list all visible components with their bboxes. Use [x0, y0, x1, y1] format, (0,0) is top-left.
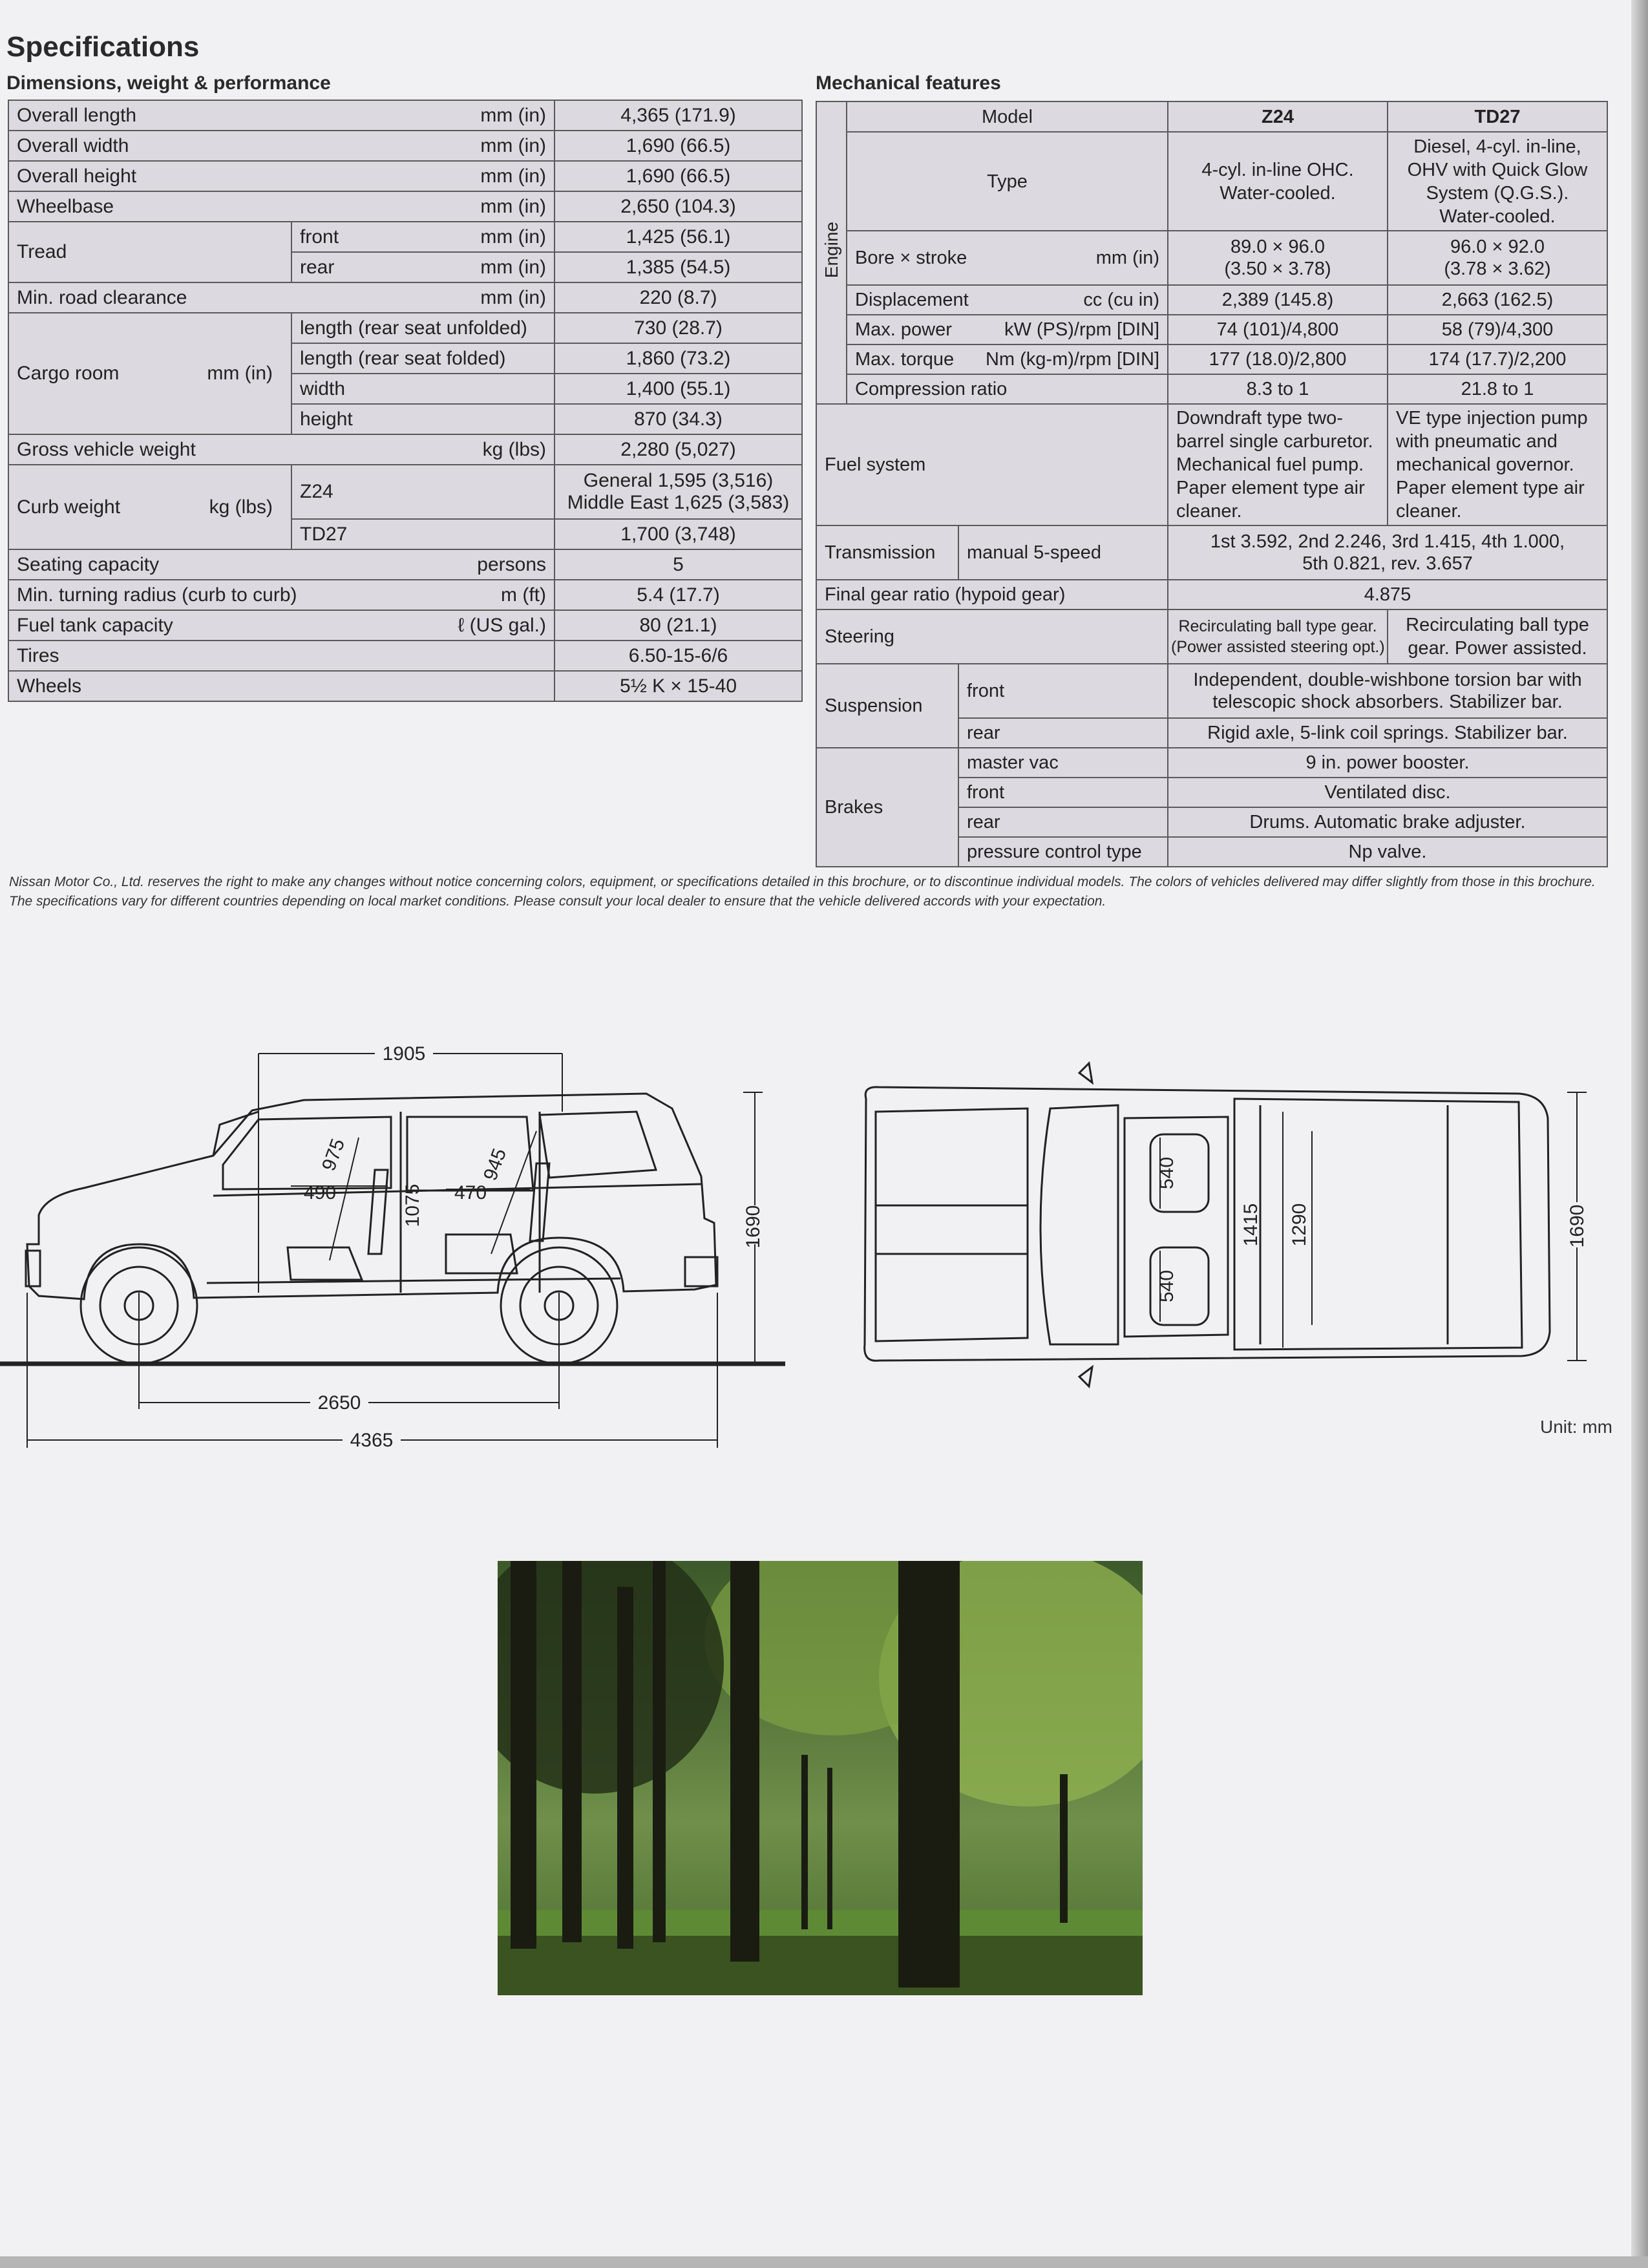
tires-label: Tires [8, 641, 555, 671]
table-row [8, 671, 802, 701]
table-row [8, 100, 802, 131]
cargo-width-value: 1,400 (55.1) [555, 374, 802, 404]
tread-label: Tread [8, 222, 291, 282]
turning-radius-label: Min. turning radius (curb to curb) [17, 584, 297, 606]
table-row [816, 285, 1607, 315]
suspension-front-value-2: telescopic shock absorbers. Stabilizer bar. [1212, 692, 1563, 712]
seating-value: 5 [555, 549, 802, 580]
tread-front-value: 1,425 (56.1) [555, 222, 802, 252]
cargo-length-unfolded-value: 730 (28.7) [555, 313, 802, 343]
dim-1290: 1290 [1289, 1203, 1310, 1247]
wheelbase-value: 2,650 (104.3) [555, 191, 802, 222]
brakes-front-label: front [958, 778, 1168, 807]
cargo-room-unit: mm (in) [207, 363, 273, 384]
compression-z24: 8.3 to 1 [1168, 374, 1388, 404]
mechanical-table [816, 101, 1608, 867]
fuel-tank-value: 80 (21.1) [555, 610, 802, 641]
table-row [816, 609, 1607, 664]
suspension-front-value-1: Independent, double-wishbone torsion bar with [1193, 670, 1582, 690]
displacement-td27: 2,663 (162.5) [1388, 285, 1607, 315]
type-label: Type [847, 132, 1168, 231]
tires-value: 6.50-15-6/6 [555, 641, 802, 671]
cargo-length-folded-value: 1,860 (73.2) [555, 343, 802, 374]
table-row [8, 434, 802, 465]
displacement-unit: cc (cu in) [1083, 290, 1159, 310]
curb-weight-td27-label: TD27 [291, 519, 555, 549]
transmission-ratios-2: 5th 0.821, rev. 3.657 [1302, 553, 1473, 574]
table-row [816, 101, 1607, 132]
table-row [8, 465, 802, 519]
cargo-length-unfolded-label: length (rear seat unfolded) [291, 313, 555, 343]
brakes-rear-label: rear [958, 807, 1168, 837]
cargo-height-label: height [291, 404, 555, 434]
dim-490: 490 [303, 1182, 337, 1203]
max-power-unit: kW (PS)/rpm [DIN] [1004, 319, 1159, 340]
fuel-system-label: Fuel system [816, 404, 1168, 525]
bore-z24-in: (3.50 × 3.78) [1224, 259, 1331, 279]
table-row [816, 315, 1607, 344]
overall-length-unit: mm (in) [480, 104, 547, 126]
model-label: Model [847, 101, 1168, 132]
steering-td27: Recirculating ball type gear. Power assisted. [1388, 609, 1607, 664]
table-row [816, 374, 1607, 404]
bore-label: Bore × stroke [855, 248, 967, 268]
bore-unit: mm (in) [1095, 248, 1159, 268]
transmission-ratios-1: 1st 3.592, 2nd 2.246, 3rd 1.415, 4th 1.000, [1210, 531, 1565, 552]
max-power-td27: 58 (79)/4,300 [1388, 315, 1607, 344]
page-edge-shadow [1631, 0, 1648, 2268]
curb-weight-z24-label: Z24 [291, 465, 555, 519]
brakes-label: Brakes [816, 748, 958, 867]
steering-label: Steering [816, 609, 1168, 664]
mechanical-heading: Mechanical features [816, 72, 1001, 94]
brakes-master-value: 9 in. power booster. [1168, 748, 1607, 778]
brakes-rear-value: Drums. Automatic brake adjuster. [1168, 807, 1607, 837]
overall-length-label: Overall length [17, 104, 137, 126]
dim-540-front: 540 [1156, 1156, 1178, 1190]
final-gear-value: 4.875 [1168, 580, 1607, 609]
tread-rear-unit: mm (in) [480, 256, 547, 278]
overall-width-label: Overall width [17, 134, 129, 156]
wheels-label: Wheels [8, 671, 555, 701]
max-torque-label: Max. torque [855, 349, 955, 370]
table-row [8, 161, 802, 191]
dim-1905: 1905 [382, 1043, 426, 1065]
dim-wheelbase: 2650 [317, 1392, 361, 1414]
side-view-drawing [0, 1021, 808, 1461]
min-road-clearance-value: 220 (8.7) [555, 282, 802, 313]
max-torque-td27: 174 (17.7)/2,200 [1388, 344, 1607, 374]
table-row [8, 549, 802, 580]
max-power-z24: 74 (101)/4,800 [1168, 315, 1388, 344]
dim-height-1690: 1690 [743, 1205, 764, 1249]
forest-photo-image [498, 1561, 1143, 1995]
overall-length-value: 4,365 (171.9) [555, 100, 802, 131]
brakes-front-value: Ventilated disc. [1168, 778, 1607, 807]
table-row [816, 748, 1607, 778]
final-gear-label: Final gear ratio (hypoid gear) [816, 580, 1168, 609]
suspension-rear-label: rear [958, 718, 1168, 748]
table-row [8, 222, 802, 252]
cargo-room-label: Cargo room [17, 363, 120, 384]
overall-width-unit: mm (in) [480, 134, 547, 156]
steering-z24-2: (Power assisted steering opt.) [1171, 638, 1385, 656]
curb-weight-label: Curb weight [17, 496, 121, 518]
curb-weight-unit: kg (lbs) [209, 496, 273, 518]
dim-1415: 1415 [1240, 1203, 1262, 1247]
max-torque-unit: Nm (kg-m)/rpm [DIN] [985, 349, 1159, 370]
tread-front-label: front [300, 226, 339, 248]
max-power-label: Max. power [855, 319, 952, 340]
dim-540-rear: 540 [1156, 1269, 1178, 1303]
overall-height-value: 1,690 (66.5) [555, 161, 802, 191]
table-row [8, 610, 802, 641]
table-row [8, 313, 802, 343]
table-row [8, 282, 802, 313]
overall-height-label: Overall height [17, 165, 137, 187]
type-td27: Diesel, 4-cyl. in-line, OHV with Quick Glow System (Q.G.S.). Water-cooled. [1388, 132, 1607, 231]
unit-note: Unit: mm [1540, 1417, 1612, 1437]
table-row [816, 525, 1607, 580]
gross-weight-label: Gross vehicle weight [17, 438, 196, 460]
seating-unit: persons [477, 553, 547, 575]
compression-label: Compression ratio [847, 374, 1168, 404]
cargo-length-folded-label: length (rear seat folded) [291, 343, 555, 374]
dim-945: 945 [480, 1145, 511, 1183]
fuel-system-z24: Downdraft type two-barrel single carburetor. Mechanical fuel pump. Paper element type air cleaner. [1168, 404, 1388, 525]
bore-td27-in: (3.78 × 3.62) [1444, 259, 1551, 279]
tread-rear-label: rear [300, 256, 335, 278]
suspension-front-label: front [958, 664, 1168, 718]
table-row [816, 231, 1607, 285]
compression-td27: 21.8 to 1 [1388, 374, 1607, 404]
table-row [816, 344, 1607, 374]
displacement-label: Displacement [855, 290, 969, 310]
page-bottom-edge [0, 2256, 1648, 2268]
fuel-system-td27: VE type injection pump with pneumatic and mechanical governor. Paper element type air cleaner. [1388, 404, 1607, 525]
displacement-z24: 2,389 (145.8) [1168, 285, 1388, 315]
wheelbase-label: Wheelbase [17, 195, 114, 217]
fuel-tank-label: Fuel tank capacity [17, 614, 173, 636]
dim-width-1690: 1690 [1567, 1204, 1588, 1248]
cargo-width-label: width [291, 374, 555, 404]
dimensions-heading: Dimensions, weight & performance [6, 72, 331, 94]
steering-z24-1: Recirculating ball type gear. [1178, 617, 1377, 635]
dim-975: 975 [318, 1136, 350, 1174]
bore-z24-mm: 89.0 × 96.0 [1231, 237, 1325, 257]
table-row [8, 580, 802, 610]
disclaimer: Nissan Motor Co., Ltd. reserves the right to make any changes without notice concerning colors, equipment, or specifications detailed in this brochure, or to discontinue individual models. The colors of vehicles delivered may differ slightly from those in this brochure. The specifications vary for different countries depending on local market conditions. Please consult your local dealer to ensure that the vehicle delivered accords with your expectation. [9, 874, 1596, 909]
curb-weight-z24-middle-east: Middle East 1,625 (3,583) [567, 492, 790, 513]
seating-label: Seating capacity [17, 553, 160, 575]
transmission-type: manual 5-speed [958, 525, 1168, 580]
table-row [816, 664, 1607, 718]
model-z24: Z24 [1168, 101, 1388, 132]
dimensions-table [8, 100, 803, 702]
gross-weight-value: 2,280 (5,027) [555, 434, 802, 465]
brakes-pcv-label: pressure control type [958, 837, 1168, 867]
model-td27: TD27 [1388, 101, 1607, 132]
engine-label: Engine [821, 222, 841, 279]
tread-rear-value: 1,385 (54.5) [555, 252, 802, 282]
max-torque-z24: 177 (18.0)/2,800 [1168, 344, 1388, 374]
dim-1075: 1075 [402, 1183, 423, 1227]
cargo-height-value: 870 (34.3) [555, 404, 802, 434]
brakes-pcv-value: Np valve. [1168, 837, 1607, 867]
table-row [8, 131, 802, 161]
dim-length: 4365 [350, 1430, 394, 1451]
overall-height-unit: mm (in) [480, 165, 547, 187]
suspension-label: Suspension [816, 664, 958, 748]
fuel-tank-unit: ℓ (US gal.) [458, 614, 547, 636]
min-road-clearance-label: Min. road clearance [17, 286, 187, 308]
type-z24: 4-cyl. in-line OHC. Water-cooled. [1168, 132, 1388, 231]
curb-weight-td27-value: 1,700 (3,748) [555, 519, 802, 549]
table-row [8, 191, 802, 222]
turning-radius-value: 5.4 (17.7) [555, 580, 802, 610]
tread-front-unit: mm (in) [480, 226, 547, 248]
min-road-clearance-unit: mm (in) [480, 286, 547, 308]
table-row [816, 580, 1607, 609]
bore-td27-mm: 96.0 × 92.0 [1450, 237, 1545, 257]
suspension-rear-value: Rigid axle, 5-link coil springs. Stabilizer bar. [1168, 718, 1607, 748]
top-view-drawing [847, 1060, 1622, 1409]
dim-470: 470 [454, 1182, 487, 1203]
overall-width-value: 1,690 (66.5) [555, 131, 802, 161]
forest-photo [498, 1561, 1143, 1995]
table-row [8, 641, 802, 671]
transmission-label: Transmission [816, 525, 958, 580]
wheels-value: 5½ K × 15-40 [555, 671, 802, 701]
table-row [816, 404, 1607, 525]
page-title: Specifications [6, 31, 200, 63]
curb-weight-z24-general: General 1,595 (3,516) [583, 470, 774, 491]
gross-weight-unit: kg (lbs) [482, 438, 547, 460]
brakes-master-label: master vac [958, 748, 1168, 778]
table-row [816, 132, 1607, 231]
turning-radius-unit: m (ft) [501, 584, 547, 606]
wheelbase-unit: mm (in) [480, 195, 547, 217]
